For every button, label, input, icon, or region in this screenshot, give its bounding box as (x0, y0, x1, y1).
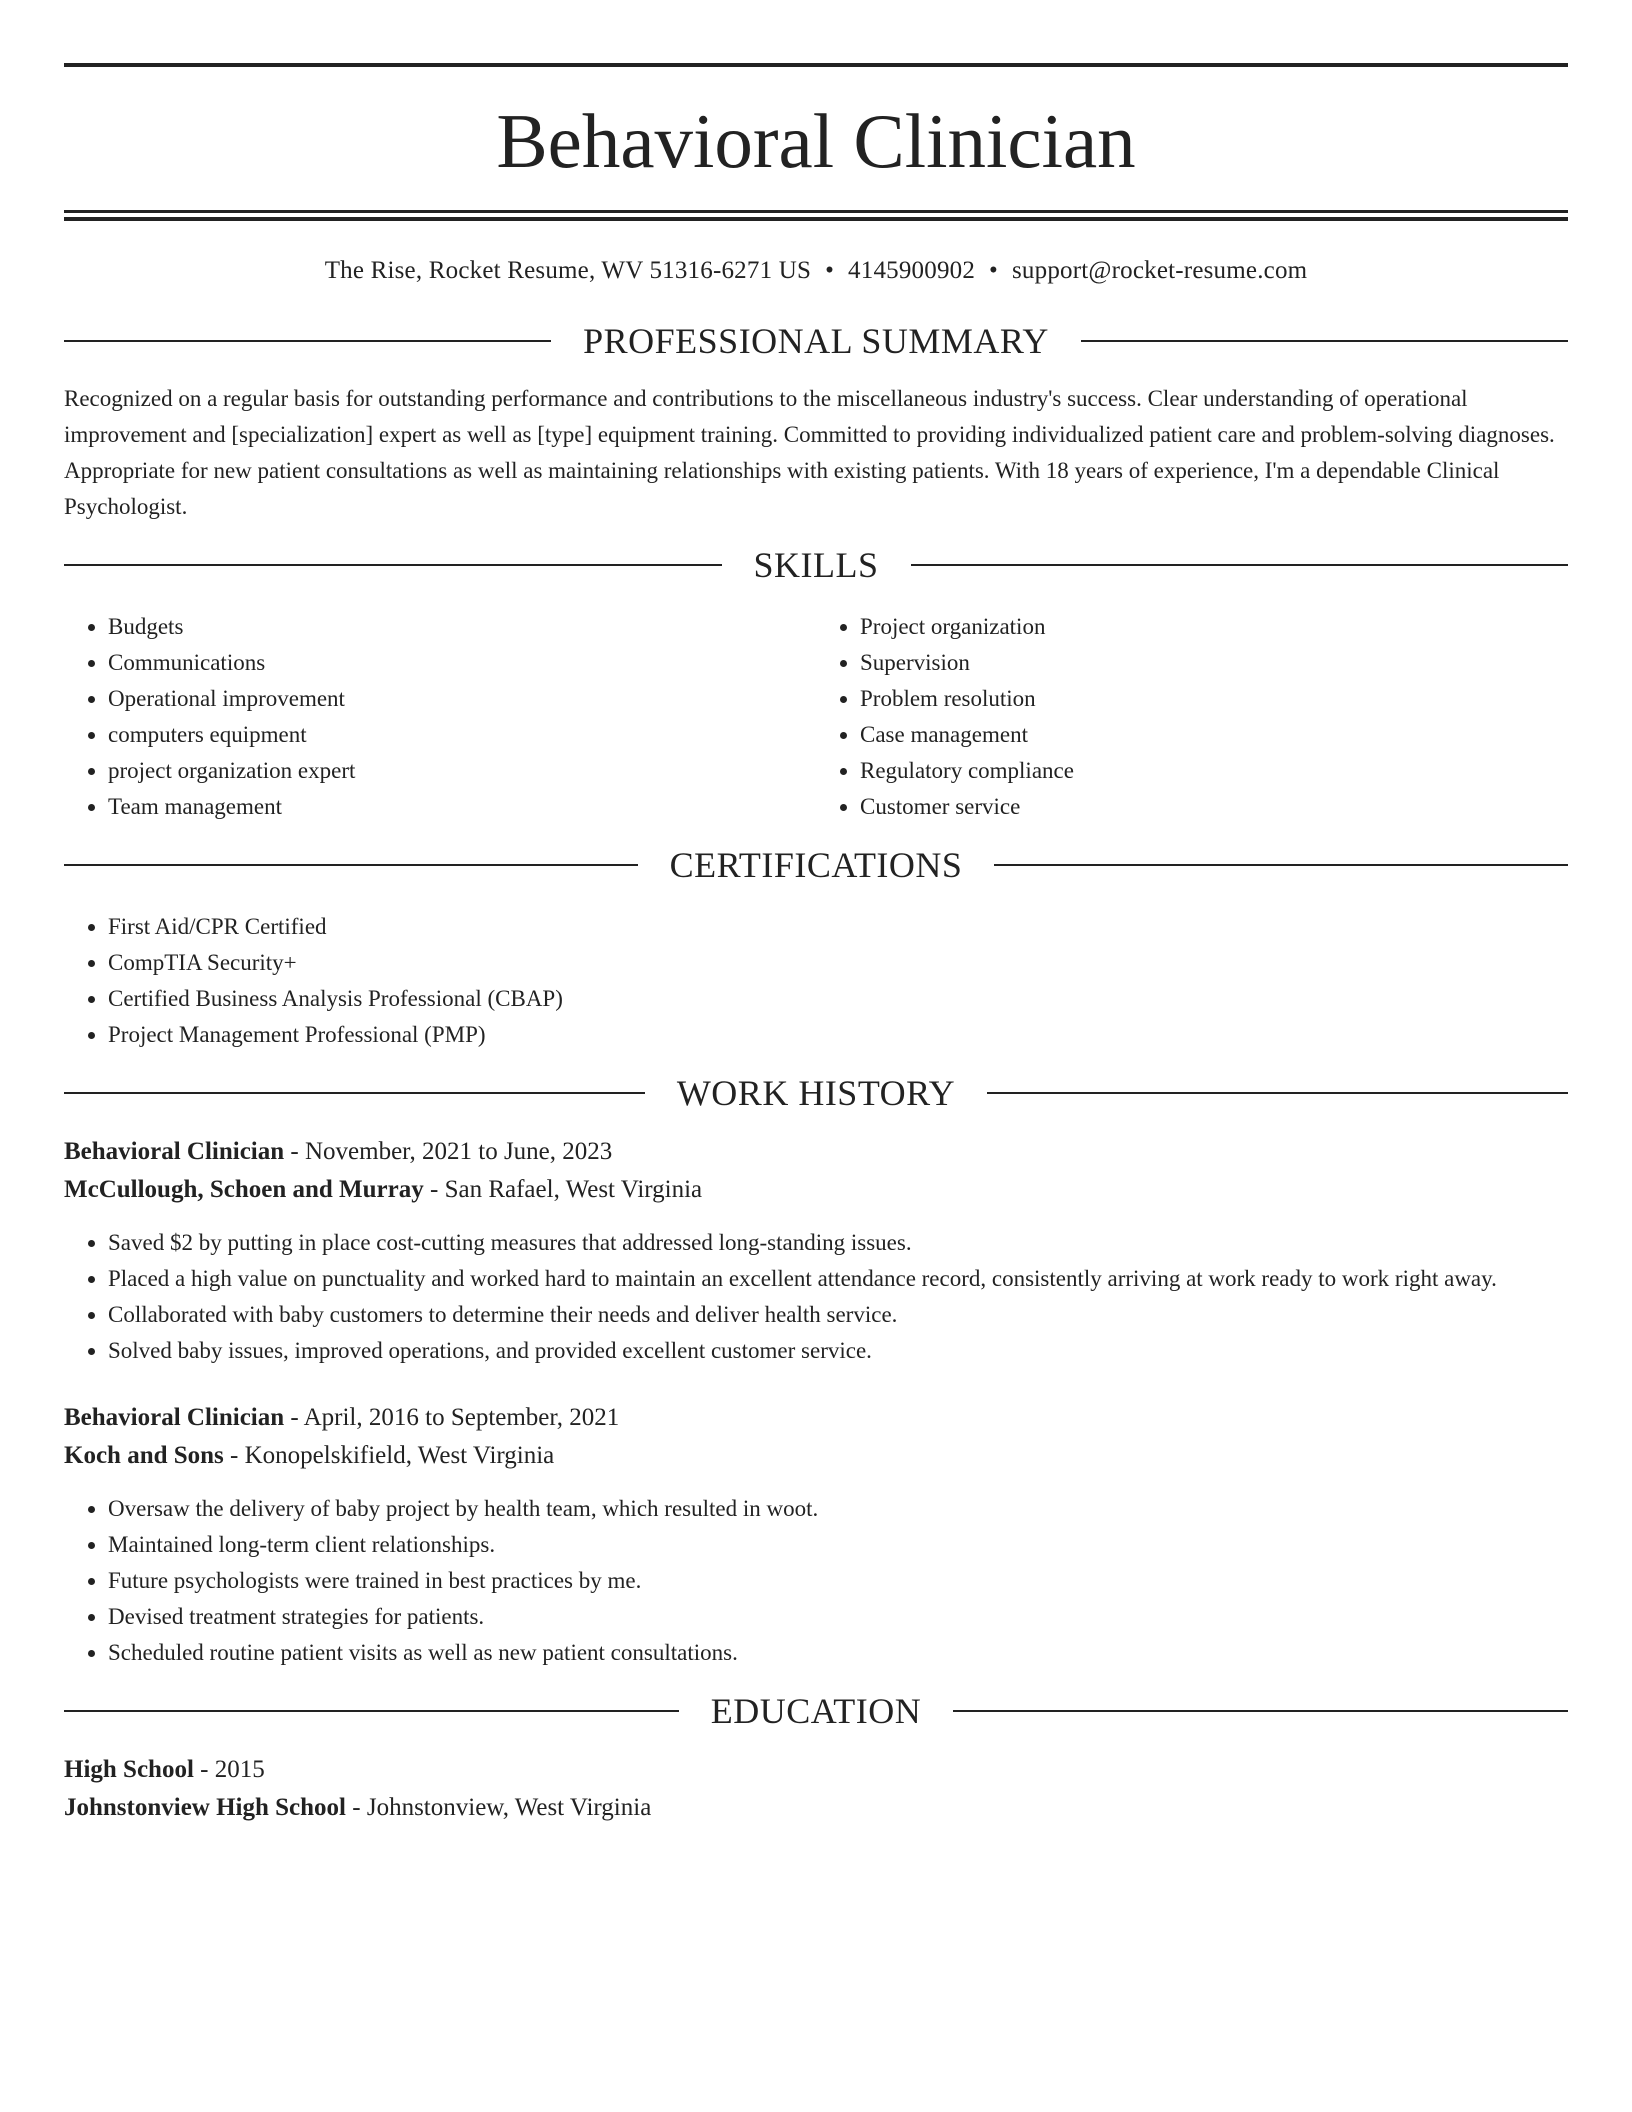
skill-item: • Problem resolution (860, 681, 1568, 717)
certifications-list (64, 909, 1568, 1053)
header-top-rule (64, 63, 1568, 67)
skill-item: • Supervision (860, 645, 1568, 681)
section-title-work-history: WORK HISTORY (676, 1073, 956, 1113)
contact-address: The Rise, Rocket Resume, WV 51316-6271 US (324, 257, 812, 284)
education-school: Johnstonview High School (64, 1794, 347, 1821)
job-dates: - April, 2016 to September, 2021 (284, 1404, 620, 1431)
section-rule-left (64, 340, 551, 342)
job-bullet: • Saved $2 by putting in place cost-cutting measures that addressed long-standing issues. (108, 1225, 1568, 1261)
job-entry (64, 1133, 1568, 1369)
skills-list-left (64, 609, 816, 825)
job-bullet: • Future psychologists were trained in best practices by me. (108, 1563, 1568, 1599)
header-double-rule (64, 210, 1568, 221)
skills-list-right (816, 609, 1568, 825)
education-entry (64, 1751, 1568, 1827)
job-bullet: • Maintained long-term client relationships. (108, 1527, 1568, 1563)
job-role: Behavioral Clinician (64, 1404, 285, 1431)
skill-item: • Communications (108, 645, 816, 681)
job-title-line (64, 1133, 1568, 1171)
section-rule-right (911, 564, 1569, 566)
certification-item: • Project Management Professional (PMP) (108, 1017, 1568, 1053)
section-rule-left (64, 564, 722, 566)
job-bullet: • Solved baby issues, improved operations, and provided excellent customer service. (108, 1333, 1568, 1369)
section-rule-left (64, 1092, 645, 1094)
summary-text: Recognized on a regular basis for outstanding performance and contributions to the miscellaneous industry's success. Clear understanding of operational improvement and [specialization] expert as well as [type] equipment training. Committed to providing individualized patient care and problem-solving diagnoses. Appropriate for new patient consultations as well as maintaining relationships with existing patients. With 18 years of experience, I'm a dependable Clinical Psychologist. (64, 386, 1555, 519)
job-company: Koch and Sons (64, 1442, 224, 1469)
education-school-line (64, 1789, 1568, 1827)
job-location: - Konopelskifield, West Virginia (223, 1442, 555, 1469)
job-entry (64, 1399, 1568, 1671)
section-header-summary (64, 323, 1568, 359)
education-degree: High School (64, 1756, 194, 1783)
section-title-education: EDUCATION (710, 1691, 922, 1731)
contact-email: support@rocket-resume.com (1012, 257, 1308, 284)
section-rule-left (64, 864, 638, 866)
section-title-summary: PROFESSIONAL SUMMARY (583, 321, 1049, 361)
certification-item: • Certified Business Analysis Professional (CBAP) (108, 981, 1568, 1017)
contact-phone: 4145900902 (848, 257, 976, 284)
education-location: - Johnstonview, West Virginia (346, 1794, 652, 1821)
job-bullet: • Devised treatment strategies for patients. (108, 1599, 1568, 1635)
job-title-line (64, 1399, 1568, 1437)
skill-item: • Case management (860, 717, 1568, 753)
section-header-education (64, 1693, 1568, 1729)
job-company-line (64, 1437, 1568, 1475)
skill-item: • Regulatory compliance (860, 753, 1568, 789)
education-year: - 2015 (193, 1756, 265, 1783)
contact-separator: • (825, 257, 835, 284)
job-company: McCullough, Schoen and Murray (64, 1176, 424, 1203)
certification-item: • CompTIA Security+ (108, 945, 1568, 981)
job-bullets (64, 1491, 1568, 1671)
section-header-skills (64, 547, 1568, 583)
section-header-work-history (64, 1075, 1568, 1111)
contact-line (64, 257, 1568, 289)
job-bullet: • Collaborated with baby customers to determine their needs and deliver health service. (108, 1297, 1568, 1333)
job-bullet: • Placed a high value on punctuality and worked hard to maintain an excellent attendance record, consistently arriving at work ready to work right away. (108, 1261, 1568, 1297)
job-bullets (64, 1225, 1568, 1369)
certification-item: • First Aid/CPR Certified (108, 909, 1568, 945)
job-dates: - November, 2021 to June, 2023 (284, 1138, 613, 1165)
section-rule-right (953, 1710, 1568, 1712)
section-title-certifications: CERTIFICATIONS (669, 845, 963, 885)
contact-separator: • (989, 257, 998, 284)
job-bullet: • Oversaw the delivery of baby project by health team, which resulted in woot. (108, 1491, 1568, 1527)
skill-item: • Budgets (108, 609, 816, 645)
skill-item: • Project organization (860, 609, 1568, 645)
job-company-line (64, 1171, 1568, 1209)
education-degree-line (64, 1751, 1568, 1789)
skill-item: • Team management (108, 789, 816, 825)
skill-item: • project organization expert (108, 753, 816, 789)
section-title-skills: SKILLS (753, 545, 879, 585)
skills-columns (64, 609, 1568, 825)
section-rule-left (64, 1710, 679, 1712)
skill-item: • computers equipment (108, 717, 816, 753)
section-rule-right (1081, 340, 1568, 342)
job-bullet: • Scheduled routine patient visits as well as new patient consultations. (108, 1635, 1568, 1671)
job-role: Behavioral Clinician (64, 1138, 285, 1165)
section-rule-right (994, 864, 1568, 866)
job-location: - San Rafael, West Virginia (423, 1176, 703, 1203)
skill-item: • Operational improvement (108, 681, 816, 717)
skill-item: • Customer service (860, 789, 1568, 825)
resume-name: Behavioral Clinician (496, 98, 1136, 184)
section-header-certifications (64, 847, 1568, 883)
section-rule-right (987, 1092, 1568, 1094)
